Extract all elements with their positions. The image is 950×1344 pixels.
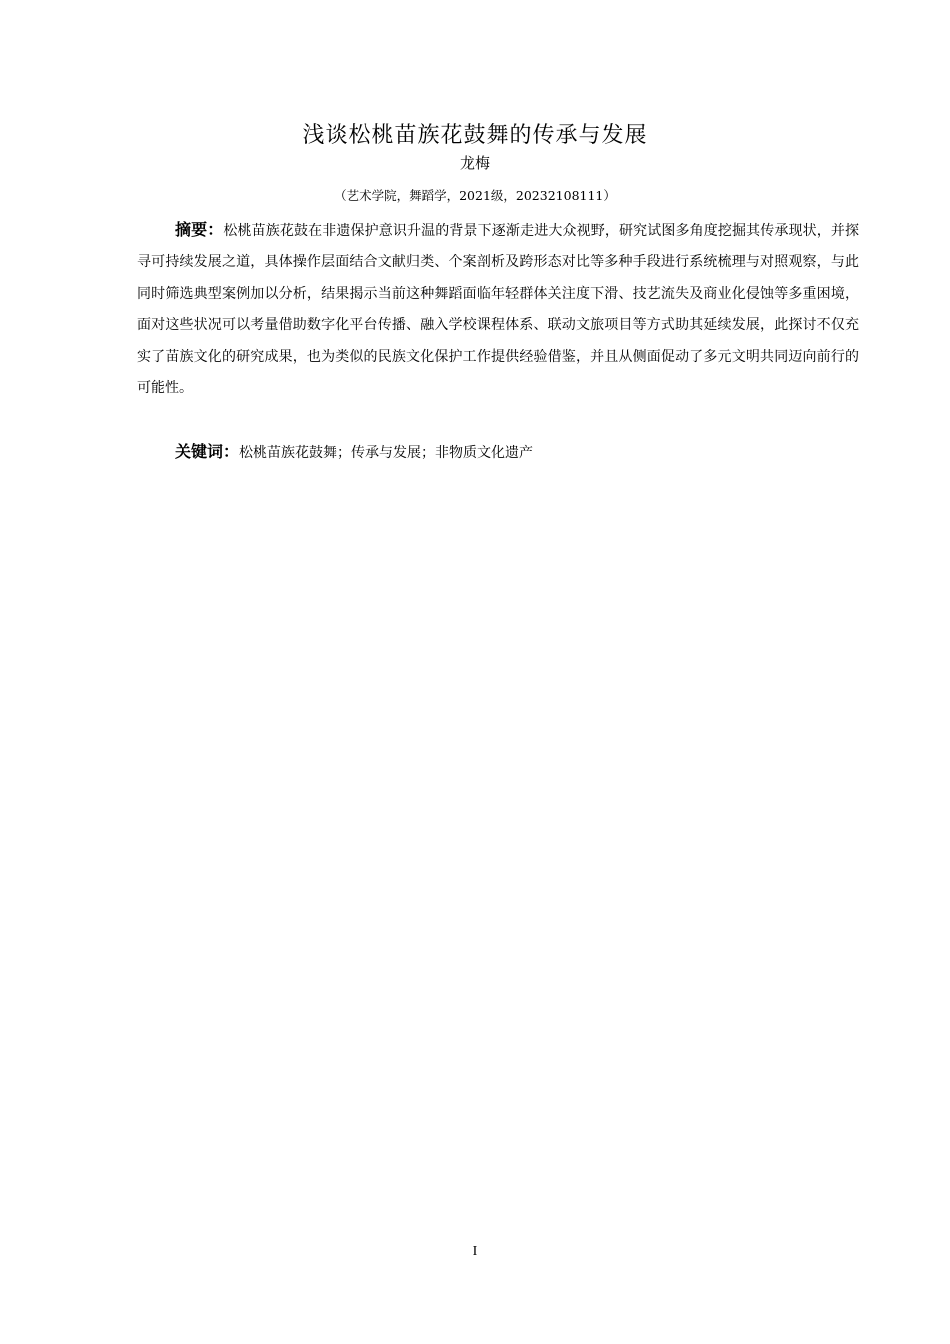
author-name: 龙梅 — [459, 154, 490, 172]
keywords-label: 关键词： — [175, 442, 240, 461]
keywords-text: 松桃苗族花鼓舞；传承与发展；非物质文化遗产 — [239, 445, 534, 461]
keywords-paragraph — [175, 440, 859, 465]
page-number: I — [472, 1244, 478, 1259]
abstract-paragraph — [137, 214, 859, 404]
abstract-text: 松桃苗族花鼓在非遗保护意识升温的背景下逐渐走进大众视野，研究试图多角度挖掘其传承现状，并探寻可持续发展之道，具体操作层面结合文献归类、个案剖析及跨形态对比等多种手段进行系统梳理与对照观察，与此同时筛选典型案例加以分析，结果揭示当前这种舞蹈面临年轻群体关注度下滑、技艺流失及商业化侵蚀等多重困境，面对这些状况可以考量借助数字化平台传播、融入学校课程体系、联动文旅项目等方式助其延续发展，此探讨不仅充实了苗族文化的研究成果，也为类似的民族文化保护工作提供经验借鉴，并且从侧面促动了多元文明共同迈向前行的可能性。 — [137, 223, 859, 397]
abstract-label: 摘要： — [175, 220, 224, 239]
author-affiliation: （艺术学院，舞蹈学，2021级，20232108111） — [334, 188, 616, 203]
document-title: 浅谈松桃苗族花鼓舞的传承与发展 — [302, 123, 648, 148]
